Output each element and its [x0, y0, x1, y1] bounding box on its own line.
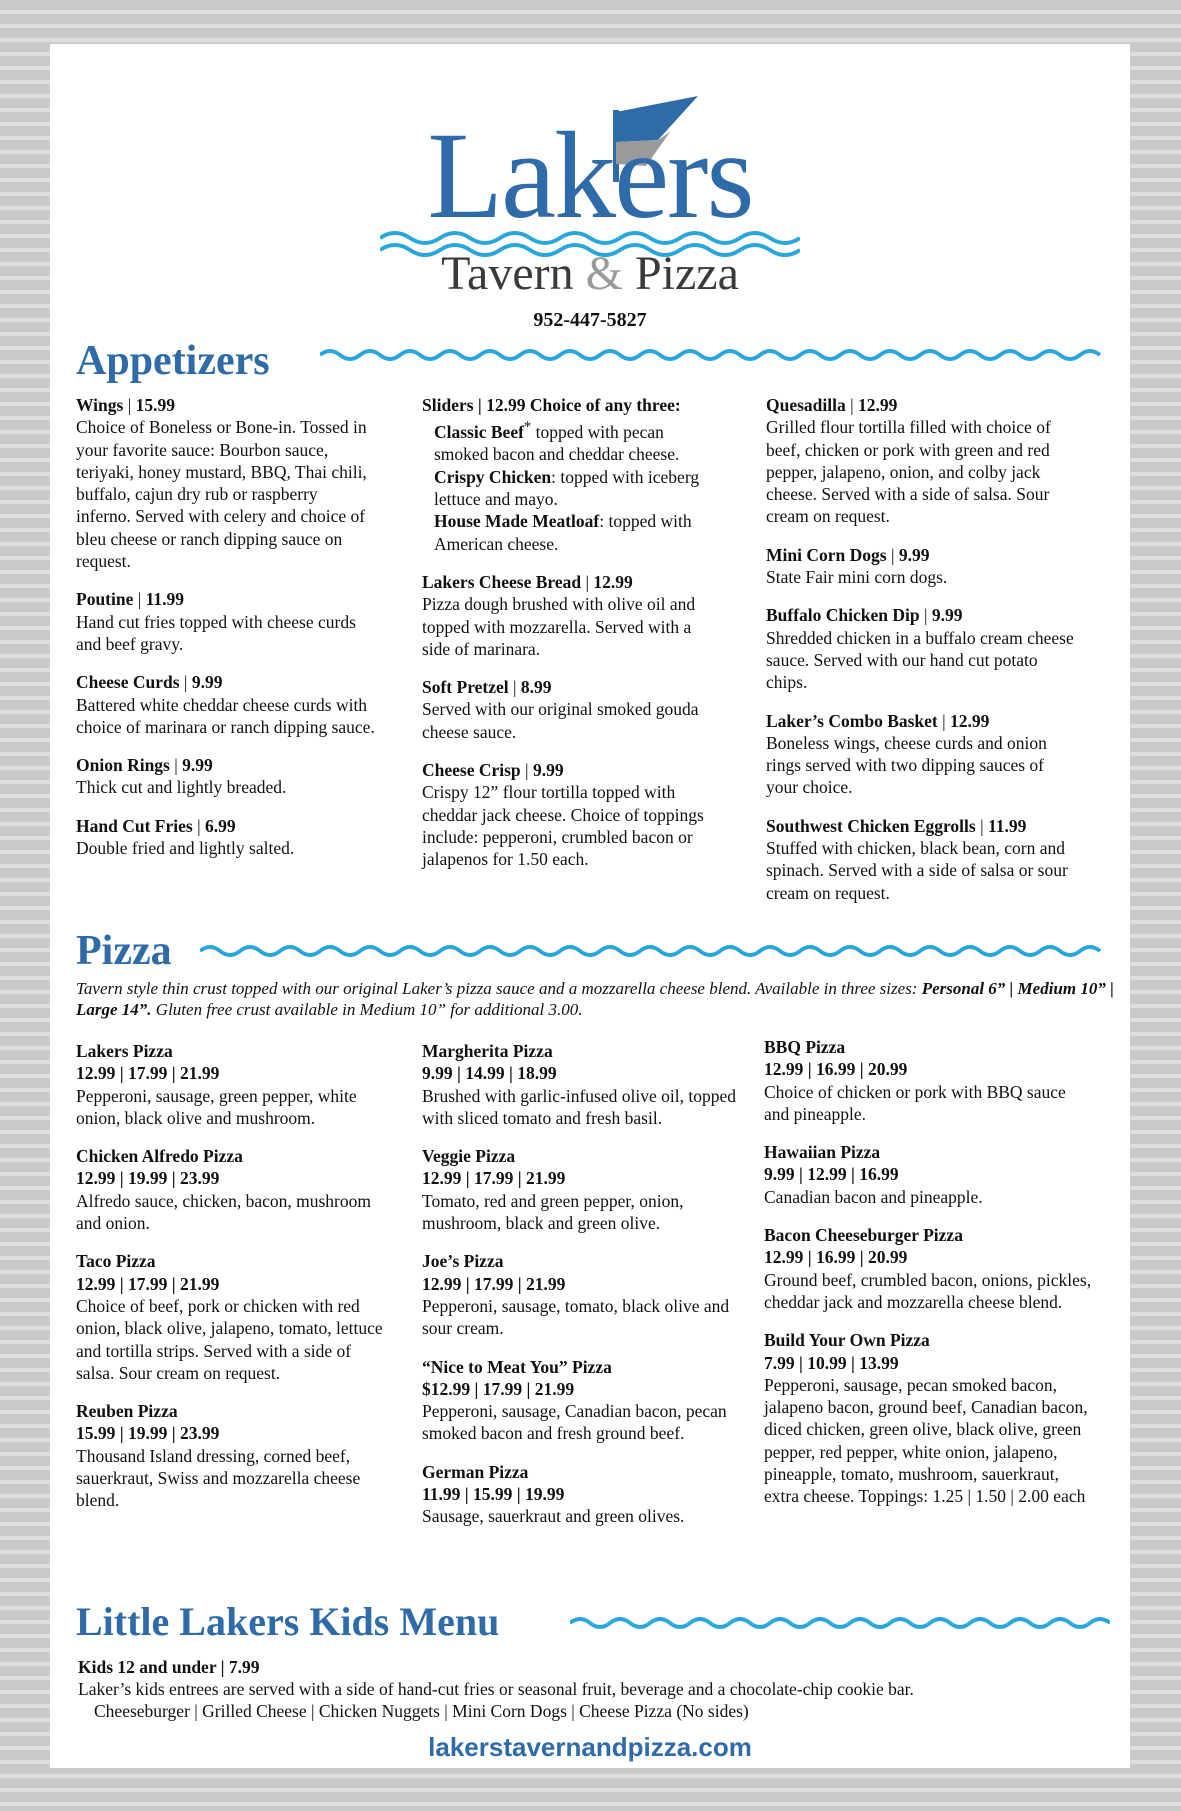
item-price: 11.99: [145, 589, 185, 610]
item-prices: 12.99 | 19.99 | 23.99: [76, 1168, 220, 1189]
tagline-amp: &: [585, 247, 623, 300]
menu-item: [76, 1400, 386, 1511]
price-separator: |: [169, 755, 183, 776]
item-price: 15.99: [135, 395, 175, 415]
phone-number: 952-447-5827: [533, 309, 647, 331]
menu-item: [422, 1145, 738, 1234]
pizza-title: Pizza: [76, 928, 172, 974]
item-name: Mini Corn Dogs: [766, 544, 887, 565]
item-name: German Pizza: [422, 1461, 529, 1482]
item-price: 11.99: [987, 815, 1027, 836]
menu-item: [764, 1036, 1092, 1125]
item-description: Tomato, red and green pepper, onion, mushroom, black and green olive.: [422, 1190, 684, 1234]
kids-items: Cheeseburger | Grilled Cheese | Chicken Nuggets | Mini Corn Dogs | Cheese Pizza (No sides): [94, 1701, 749, 1721]
kids-menu: [78, 1656, 1118, 1722]
item-name: Southwest Chicken Eggrolls: [766, 815, 976, 836]
kids-title: Little Lakers Kids Menu: [76, 1599, 500, 1644]
item-description: Choice of beef, pork or chicken with red onion, black olive, jalapeno, tomato, lettuce and tortilla strips. Served with a side of salsa. Sour cream on request.: [76, 1295, 383, 1383]
menu-page: [50, 44, 1130, 1768]
item-prices: 9.99 | 14.99 | 18.99: [422, 1063, 557, 1084]
pizza-column-3: [764, 1036, 1092, 1524]
pizza-wave-icon: [200, 942, 1110, 960]
price-separator: |: [133, 589, 146, 610]
item-prices: 12.99 | 16.99 | 20.99: [764, 1247, 908, 1268]
item-name: Chicken Alfredo Pizza: [76, 1146, 243, 1167]
menu-item: [76, 671, 376, 738]
price-separator: |: [179, 672, 192, 693]
slider-option: Crispy Chicken: topped with iceberg lettuce and mayo.: [434, 466, 700, 510]
appetizers-column-1: [76, 394, 376, 875]
item-name: Build Your Own Pizza: [764, 1330, 930, 1351]
item-description: Crispy 12” flour tortilla topped with cheddar jack cheese. Choice of toppings include: pepperoni, crumbled bacon or jalapenos for 1.50 each.: [422, 782, 704, 870]
menu-item: [76, 588, 376, 655]
item-description: Hand cut fries topped with cheese curds and beef gravy.: [76, 611, 356, 654]
appetizers-column-3: [766, 394, 1080, 920]
item-name: Cheese Crisp: [422, 759, 521, 780]
item-description: Pepperoni, sausage, tomato, black olive and sour cream.: [422, 1295, 730, 1339]
item-description: Pepperoni, sausage, Canadian bacon, pecan smoked bacon and fresh ground beef.: [422, 1401, 727, 1444]
menu-item: [422, 1040, 738, 1129]
pizza-gluten-note: Gluten free crust available in Medium 10” for additional 3.00.: [155, 1000, 583, 1019]
price-separator: |: [845, 395, 859, 415]
kids-heading: Kids 12 and under | 7.99: [78, 1657, 260, 1677]
menu-item: [766, 710, 1080, 799]
item-price: 12.99: [950, 710, 990, 731]
appetizers-column-2-items: [422, 571, 722, 871]
price-separator: |: [520, 759, 533, 780]
menu-item: [422, 676, 722, 743]
item-name: Quesadilla: [766, 395, 846, 415]
item-name: Hand Cut Fries: [76, 815, 193, 836]
item-prices: 12.99 | 17.99 | 21.99: [76, 1273, 220, 1294]
price-separator: |: [581, 571, 594, 592]
item-prices: 9.99 | 12.99 | 16.99: [764, 1164, 899, 1185]
menu-item: [76, 1250, 386, 1384]
menu-item: [76, 754, 376, 799]
item-price: 12.99: [593, 571, 633, 592]
menu-item: [422, 1250, 738, 1339]
item-name: Buffalo Chicken Dip: [766, 605, 920, 626]
item-price: 6.99: [204, 815, 236, 836]
item-name: Poutine: [76, 589, 134, 610]
item-name: Veggie Pizza: [422, 1146, 516, 1167]
menu-item: [766, 394, 1080, 528]
item-price: 8.99: [520, 677, 552, 698]
appetizers-title: Appetizers: [76, 338, 270, 384]
item-description: Battered white cheddar cheese curds with choice of marinara or ranch dipping sauce.: [76, 694, 375, 737]
price-separator: |: [975, 815, 988, 836]
item-description: Pepperoni, sausage, pecan smoked bacon, jalapeno bacon, ground beef, Canadian bacon, diced chicken, green olive, black olive, green pepper, red pepper, white onion, jalapeno, pineapple, tomato, mushroom, sauerkraut, extra cheese. Toppings: 1.25 | 1.50 | 2.00 each: [764, 1374, 1088, 1507]
pizza-column-2: [422, 1040, 738, 1544]
item-name: Laker’s Combo Basket: [766, 710, 938, 731]
item-name: Lakers Pizza: [76, 1041, 173, 1061]
item-name: “Nice to Meat You” Pizza: [422, 1356, 612, 1377]
item-price: 9.99: [191, 672, 223, 693]
item-name: Taco Pizza: [76, 1251, 156, 1272]
item-prices: 12.99 | 17.99 | 21.99: [76, 1063, 220, 1084]
item-name: Reuben Pizza: [76, 1401, 178, 1422]
menu-item: [76, 1040, 386, 1129]
logo-tagline: [50, 247, 1130, 300]
item-price: 9.99: [931, 605, 963, 626]
kids-description: Laker’s kids entrees are served with a side of hand-cut fries or seasonal fruit, beverage and a chocolate-chip cookie bar.: [78, 1679, 914, 1699]
pizza-intro: Tavern style thin crust topped with our original Laker’s pizza sauce and a mozzarella cheese blend. Available in three sizes: Personal 6” | Medium 10” | Large 14”. Gluten free crust available in Medium 10” for additional 3.00.: [76, 979, 1114, 1019]
slider-option: House Made Meatloaf: topped with American cheese.: [434, 511, 692, 554]
menu-item: [76, 815, 376, 860]
menu-item: [766, 544, 1080, 589]
item-price: 9.99: [182, 755, 213, 776]
item-name: Cheese Curds: [76, 672, 180, 693]
menu-item: [422, 1356, 738, 1445]
menu-item: [76, 1145, 386, 1234]
logo-wordmark: Lakers: [427, 107, 753, 244]
item-prices: 15.99 | 19.99 | 23.99: [76, 1423, 220, 1444]
tagline-word2: Pizza: [634, 247, 739, 300]
item-price: 9.99: [898, 544, 930, 565]
item-description: Shredded chicken in a buffalo cream cheese sauce. Served with our hand cut potato chips.: [766, 627, 1074, 693]
menu-item: [764, 1224, 1092, 1313]
menu-item: [422, 571, 722, 660]
item-name: Wings: [76, 395, 124, 415]
menu-item: [422, 759, 722, 870]
price-separator: |: [919, 605, 932, 626]
pizza-sizes: Personal 6” | Medium 10” | Large 14”.: [76, 979, 1114, 1019]
menu-item: [422, 1461, 738, 1528]
item-description: Choice of chicken or pork with BBQ sauce and pineapple.: [764, 1081, 1066, 1124]
appetizers-wave-icon: [320, 346, 1110, 364]
item-description: Thick cut and lightly breaded.: [76, 777, 287, 798]
item-price: 9.99: [532, 759, 564, 780]
item-prices: 12.99 | 16.99 | 20.99: [764, 1059, 908, 1080]
item-description: Brushed with garlic-infused olive oil, topped with sliced tomato and fresh basil.: [422, 1085, 736, 1128]
item-name: Soft Pretzel: [422, 677, 509, 698]
item-description: Stuffed with chicken, black bean, corn and spinach. Served with a side of salsa or sour cream on request.: [766, 838, 1068, 903]
item-description: Grilled flour tortilla filled with choice of beef, chicken or pork with green and red pepper, jalapeno, onion, and colby jack cheese. Served with a side of salsa. Sour cream on request.: [766, 417, 1051, 527]
item-description: Pizza dough brushed with olive oil and topped with mozzarella. Served with a side of marinara.: [422, 594, 696, 659]
item-description: Thousand Island dressing, corned beef, sauerkraut, Swiss and mozzarella cheese blend.: [76, 1445, 361, 1511]
item-name: Hawaiian Pizza: [764, 1142, 881, 1163]
menu-item: [766, 604, 1080, 693]
item-description: State Fair mini corn dogs.: [766, 567, 948, 588]
item-description: Canadian bacon and pineapple.: [764, 1186, 983, 1207]
item-name: Joe’s Pizza: [422, 1251, 504, 1272]
menu-item: [766, 815, 1080, 904]
price-separator: |: [886, 544, 899, 565]
item-description: Alfredo sauce, chicken, bacon, mushroom and onion.: [76, 1190, 371, 1234]
item-description: Double fried and lightly salted.: [76, 838, 295, 859]
pizza-column-1: [76, 1040, 386, 1528]
item-name: Lakers Cheese Bread: [422, 571, 582, 592]
price-separator: |: [123, 395, 136, 415]
price-separator: |: [937, 710, 951, 731]
item-description: Choice of Boneless or Bone-in. Tossed in your favorite sauce: Bourbon sauce, teriyaki, honey mustard, BBQ, Thai chili, buffalo, cajun dry rub or raspberry inferno. Served with celery and choice of bleu cheese or ranch dipping sauce on request.: [76, 417, 367, 572]
price-separator: |: [508, 677, 521, 698]
tagline-word1: Tavern: [441, 247, 574, 300]
item-name: Onion Rings: [76, 755, 170, 776]
item-name: Bacon Cheeseburger Pizza: [764, 1225, 963, 1246]
menu-item: [76, 394, 376, 572]
kids-wave-icon: [570, 1614, 1110, 1632]
item-prices: 12.99 | 17.99 | 21.99: [422, 1273, 566, 1294]
item-prices: 12.99 | 17.99 | 21.99: [422, 1168, 566, 1189]
menu-item-sliders: [422, 394, 722, 555]
item-prices: 11.99 | 15.99 | 19.99: [422, 1484, 565, 1505]
item-description: Pepperoni, sausage, green pepper, white onion, black olive and mushroom.: [76, 1085, 357, 1128]
item-prices: 7.99 | 10.99 | 13.99: [764, 1352, 899, 1373]
menu-item: [764, 1141, 1092, 1208]
item-description: Served with our original smoked gouda cheese sauce.: [422, 699, 699, 742]
logo: [50, 44, 1130, 354]
price-separator: |: [192, 815, 205, 836]
item-name: BBQ Pizza: [764, 1037, 846, 1057]
sliders-heading: Sliders | 12.99 Choice of any three:: [422, 395, 681, 415]
item-prices: $12.99 | 17.99 | 21.99: [422, 1378, 575, 1399]
slider-option: Classic Beef* topped with pecan smoked bacon and cheddar cheese.: [434, 419, 680, 465]
appetizers-column-2: [422, 394, 722, 886]
website-link[interactable]: lakerstavernandpizza.com: [428, 1732, 752, 1762]
item-name: Margherita Pizza: [422, 1041, 553, 1061]
item-description: Boneless wings, cheese curds and onion rings served with two dipping sauces of your choice.: [766, 732, 1047, 798]
item-price: 12.99: [858, 395, 898, 415]
menu-item: [764, 1329, 1092, 1507]
item-description: Sausage, sauerkraut and green olives.: [422, 1506, 685, 1527]
item-description: Ground beef, crumbled bacon, onions, pickles, cheddar jack and mozzarella cheese blend.: [764, 1269, 1092, 1312]
